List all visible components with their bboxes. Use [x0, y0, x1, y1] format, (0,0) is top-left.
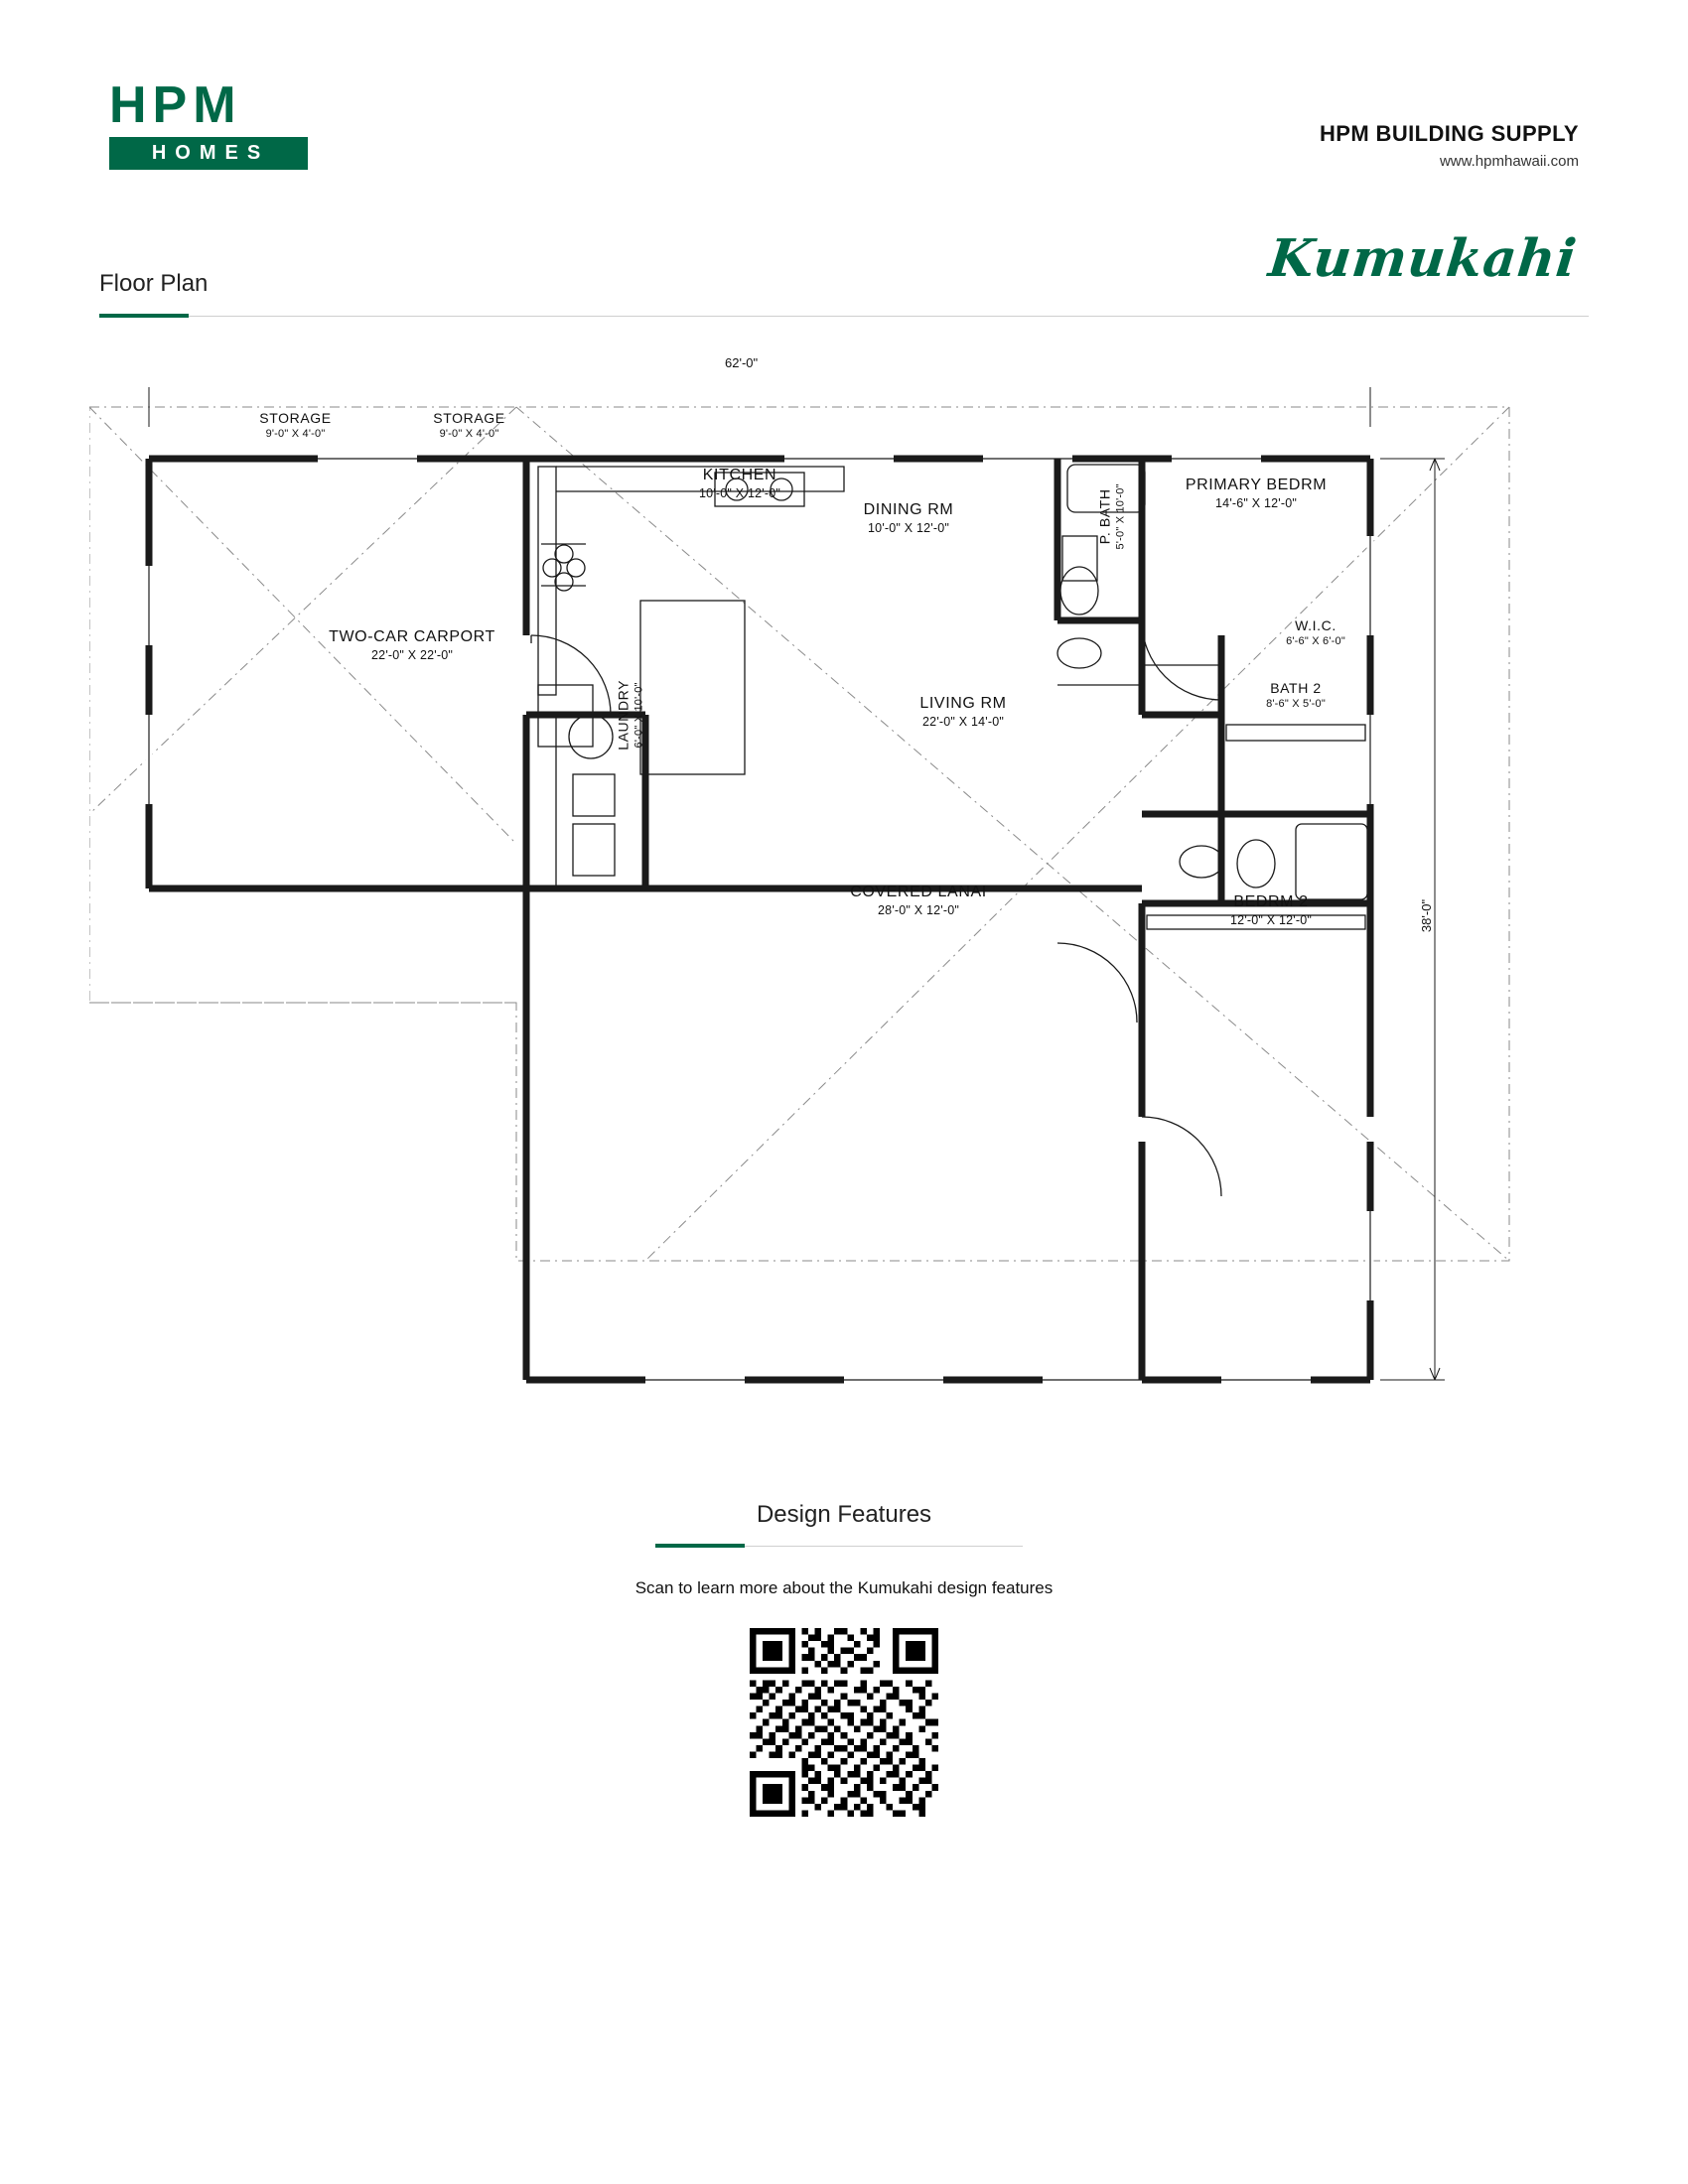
room-size: 10'-0" X 12'-0": [699, 486, 780, 501]
room-size: 9'-0" X 4'-0": [439, 428, 499, 441]
room-size: 28'-0" X 12'-0": [878, 903, 959, 918]
logo-subtitle: HOMES: [109, 137, 308, 170]
room-label-living: [864, 695, 1062, 730]
room-label-bath-2: [1211, 680, 1380, 711]
features-divider-accent: [655, 1544, 745, 1548]
company-website: www.hpmhawaii.com: [1439, 153, 1579, 170]
room-size: 9'-0" X 4'-0": [265, 428, 326, 441]
room-label-laundry: [616, 640, 646, 789]
room-size: 14'-6" X 12'-0": [1215, 496, 1297, 511]
room-label-wic: [1236, 617, 1395, 648]
room-label-primary-bedrm: [1142, 477, 1370, 511]
header-divider-accent: [99, 314, 189, 318]
company-name: HPM BUILDING SUPPLY: [1319, 121, 1579, 146]
plan-name-title: Kumukahi: [1265, 228, 1581, 289]
header-divider: [99, 316, 1589, 317]
room-name: LIVING RM: [919, 695, 1007, 712]
room-label-storage-2: [382, 410, 556, 441]
room-name: STORAGE: [259, 410, 332, 426]
room-size: 8'-6" X 5'-0": [1266, 698, 1326, 711]
qr-code[interactable]: [750, 1628, 938, 1817]
page-title: Floor Plan: [99, 270, 209, 297]
room-label-storage-1: [209, 410, 382, 441]
room-label-bedrm-2: [1162, 893, 1380, 928]
overall-width-dim: 62'-0": [725, 355, 759, 370]
room-label-dining: [814, 501, 1003, 536]
room-size: 12'-0" X 12'-0": [1230, 913, 1312, 928]
room-name: PRIMARY BEDRM: [1185, 477, 1328, 493]
logo-wordmark: HPM: [109, 76, 242, 134]
room-name: DINING RM: [863, 501, 954, 518]
room-label-kitchen: [645, 467, 834, 501]
room-name: BATH 2: [1270, 680, 1322, 696]
room-size: 6'-0" X 10'-0": [633, 682, 645, 749]
room-size: 6'-6" X 6'-0": [1286, 635, 1345, 648]
room-size: 22'-0" X 14'-0": [922, 715, 1004, 730]
room-label-carport: [243, 628, 581, 663]
room-name: P. BATH: [1096, 488, 1113, 545]
room-name: BEDRM 2: [1233, 893, 1309, 910]
room-name: LAUNDRY: [615, 679, 632, 751]
floor-plan-drawing: [89, 355, 1599, 1439]
room-name: TWO-CAR CARPORT: [329, 628, 495, 645]
room-name: STORAGE: [433, 410, 505, 426]
hpm-homes-logo: [109, 76, 308, 170]
qr-code-icon: [750, 1628, 938, 1817]
overall-depth-dim: 38'-0": [1419, 898, 1435, 933]
room-name: COVERED LANAI: [850, 884, 987, 900]
room-size: 5'-0" X 10'-0": [1114, 483, 1127, 550]
room-name: KITCHEN: [702, 467, 777, 483]
room-label-powder-bath: [1097, 442, 1128, 591]
design-features-subtitle: Scan to learn more about the Kumukahi design features: [634, 1578, 1054, 1597]
room-size: 22'-0" X 22'-0": [371, 648, 453, 663]
company-info: [1320, 121, 1579, 170]
room-name: W.I.C.: [1295, 617, 1336, 633]
room-label-covered-lanai: [799, 884, 1038, 918]
design-features-title: Design Features: [756, 1501, 932, 1528]
room-size: 10'-0" X 12'-0": [868, 521, 949, 536]
